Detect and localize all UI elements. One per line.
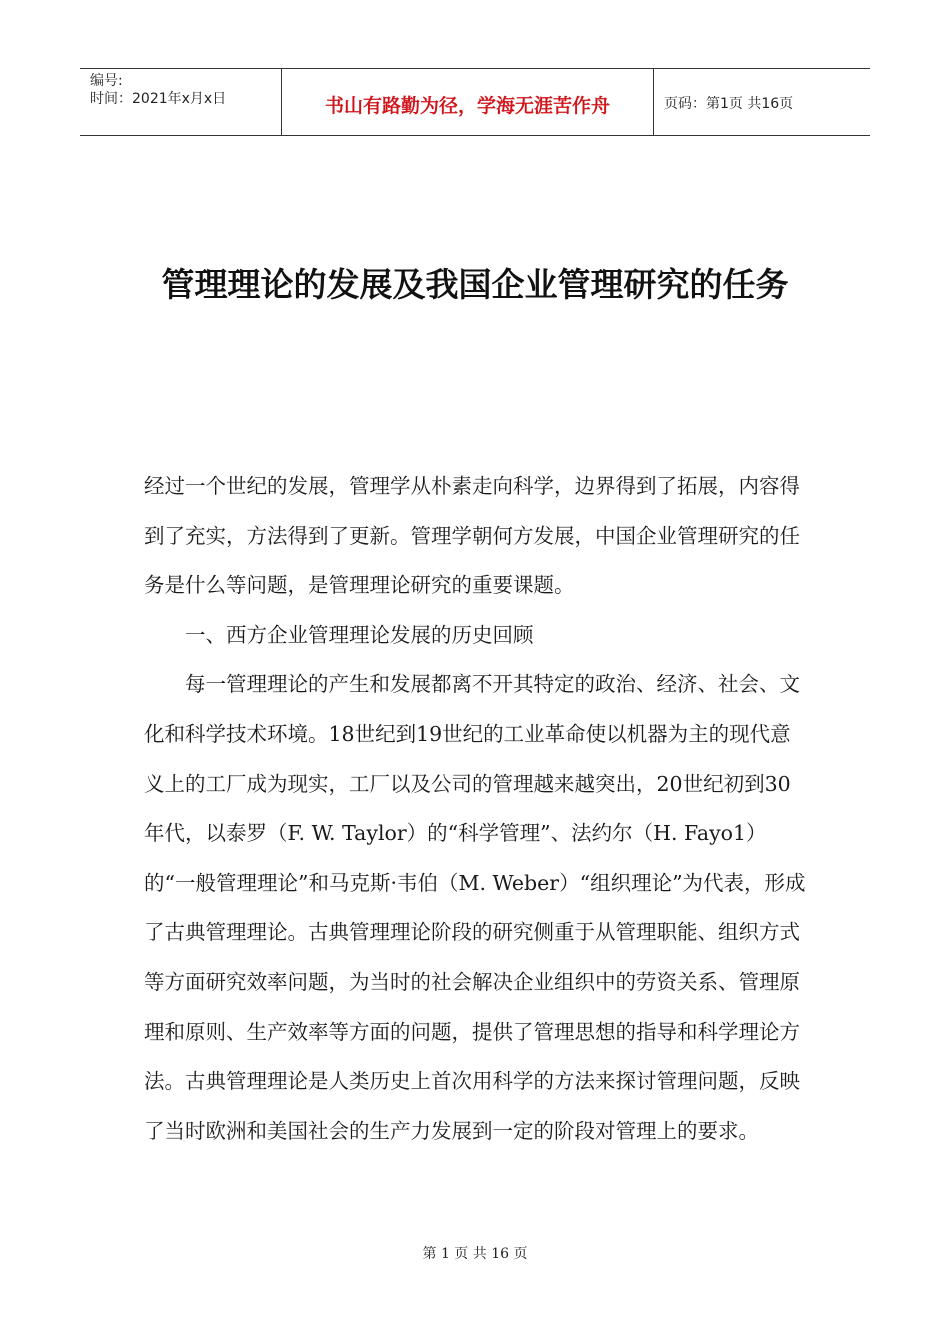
header-motto: 书山有路勤为径，学海无涯苦作舟: [281, 69, 654, 135]
document-body: [144, 462, 809, 1156]
header-table: [80, 68, 870, 136]
header-page-info: 页码：第1页 共16页: [664, 96, 794, 112]
paragraph-intro: 经过一个世纪的发展，管理学从朴素走向科学，边界得到了拓展，内容得到了充实，方法得到了更新。管理学朝何方发展，中国企业管理研究的任务是什么等问题，是管理理论研究的重要课题。: [144, 474, 800, 598]
paragraph-history: 每一管理理论的产生和发展都离不开其特定的政治、经济、社会、文化和科学技术环境。18世纪到19世纪的工业革命使以机器为主的现代意义上的工厂成为现实，工厂以及公司的管理越来越突出，20世纪初到30年代，以泰罗（F. W. Taylor）的“科学管理”、法约尔（H. Fayo1）的“一般管理理论”和马克斯·韦伯（M. Weber）“组织理论”为代表，形成了古典管理理论。古典管理理论阶段的研究侧重于从管理职能、组织方式等方面研究效率问题，为当时的社会解决企业组织中的劳资关系、管理原理和原则、生产效率等方面的问题，提供了管理思想的指导和科学理论方法。古典管理理论是人类历史上首次用科学的方法来探讨管理问题，反映了当时欧洲和美国社会的生产力发展到一定的阶段对管理上的要求。: [144, 672, 806, 1143]
document-title: 管理理论的发展及我国企业管理研究的任务: [161, 265, 789, 304]
page-footer: 第 1 页 共 16 页: [422, 1246, 528, 1262]
document-number-label: 编号:: [90, 73, 123, 89]
document-date-label: 时间：2021年x月x日: [90, 91, 227, 107]
header-meta-cell: [80, 69, 281, 135]
section-heading: 一、西方企业管理理论发展的历史回顾: [185, 622, 534, 647]
